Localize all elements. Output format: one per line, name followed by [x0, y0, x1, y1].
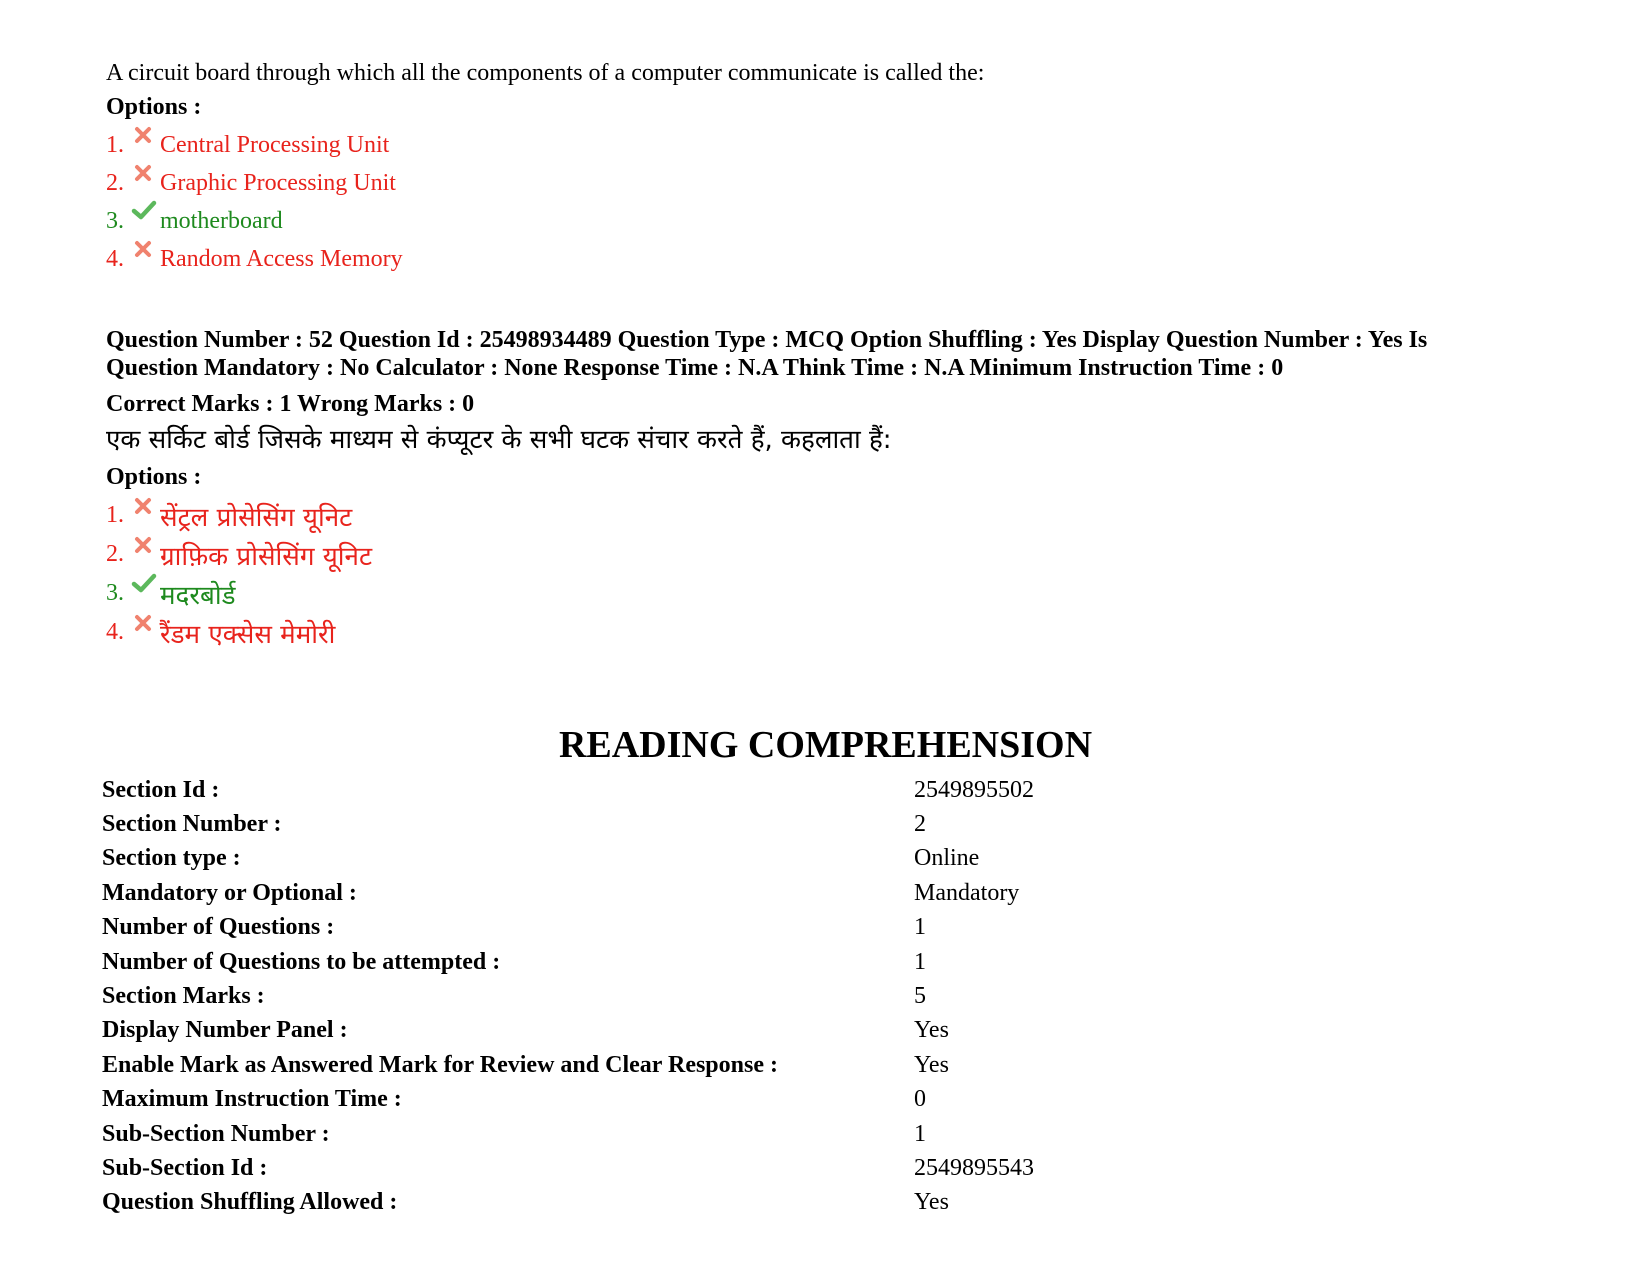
row-value: 2549895502	[914, 776, 1034, 803]
check-icon	[130, 580, 160, 608]
cross-icon	[130, 245, 160, 273]
question-text: A circuit board through which all the components of a computer communicate is called the:	[106, 60, 985, 86]
row-value: Yes	[914, 1017, 949, 1044]
table-row	[102, 842, 1542, 876]
option-item	[106, 240, 1546, 278]
option-item	[106, 164, 1546, 202]
option-text: ग्राफ़िक प्रोसेसिंग यूनिट	[160, 541, 373, 572]
hindi-options-heading	[106, 462, 1546, 492]
row-key: Maximum Instruction Time :	[102, 1086, 402, 1113]
options-label: Options :	[106, 94, 202, 120]
table-row	[102, 1083, 1542, 1117]
cross-icon	[130, 541, 160, 569]
cross-icon	[130, 502, 160, 530]
check-icon	[130, 207, 160, 235]
section-title: READING COMPREHENSION	[558, 724, 1093, 766]
option-text: Central Processing Unit	[160, 131, 390, 158]
section-details-table	[102, 773, 1542, 1220]
option-text: रैंडम एक्सेस मेमोरी	[160, 619, 336, 650]
table-row	[102, 979, 1542, 1013]
option-text: सेंट्रल प्रोसेसिंग यूनिट	[160, 502, 353, 533]
row-key: Enable Mark as Answered Mark for Review and Clear Response :	[102, 1051, 778, 1078]
row-value: 1	[914, 948, 926, 975]
row-key: Sub-Section Id :	[102, 1154, 268, 1181]
option-text: Random Access Memory	[160, 245, 403, 272]
table-row	[102, 945, 1542, 979]
option-number: 1.	[106, 502, 124, 528]
options-list	[106, 126, 1546, 278]
question-meta-line1: Question Number : 52 Question Id : 25498934489 Question Type : MCQ Option Shuffling : Yes Display Question Number : Yes Is	[106, 327, 1428, 353]
row-key: Section Number :	[102, 811, 282, 838]
row-key: Display Number Panel :	[102, 1017, 348, 1044]
row-value: 0	[914, 1086, 926, 1113]
options-label: Options :	[106, 464, 202, 490]
row-key: Question Shuffling Allowed :	[102, 1189, 398, 1216]
table-row	[102, 807, 1542, 841]
option-text: motherboard	[160, 207, 283, 234]
row-key: Number of Questions :	[102, 914, 335, 941]
option-number: 3.	[106, 580, 124, 606]
row-key: Section Id :	[102, 776, 220, 803]
cross-icon	[130, 169, 160, 197]
option-item	[106, 126, 1546, 164]
table-row	[102, 876, 1542, 910]
option-number: 2.	[106, 541, 124, 567]
row-key: Sub-Section Number :	[102, 1120, 330, 1147]
options-heading	[106, 92, 1546, 122]
option-number: 3.	[106, 207, 124, 234]
row-value: 1	[914, 1120, 926, 1147]
row-value: Mandatory	[914, 879, 1020, 906]
option-item	[106, 202, 1546, 240]
table-row	[102, 773, 1542, 807]
question-meta-line2: Question Mandatory : No Calculator : None Response Time : N.A Think Time : N.A Minimum Instruction Time : 0	[106, 355, 1284, 381]
row-value: Yes	[914, 1189, 949, 1216]
row-value: 2549895543	[914, 1154, 1034, 1181]
option-number: 2.	[106, 169, 124, 196]
option-number: 1.	[106, 131, 124, 158]
table-row	[102, 911, 1542, 945]
option-text: मदरबोर्ड	[160, 580, 236, 611]
table-row	[102, 1048, 1542, 1082]
row-value: 2	[914, 811, 926, 838]
option-item	[106, 535, 1546, 574]
hindi-options-list	[106, 496, 1546, 652]
table-row	[102, 1117, 1542, 1151]
option-item	[106, 574, 1546, 613]
cross-icon	[130, 619, 160, 647]
row-value: Yes	[914, 1051, 949, 1078]
marks-info: Correct Marks : 1 Wrong Marks : 0	[106, 391, 475, 417]
option-text: Graphic Processing Unit	[160, 169, 396, 196]
question-meta	[106, 326, 1546, 382]
row-key: Number of Questions to be attempted :	[102, 948, 501, 975]
table-row	[102, 1014, 1542, 1048]
option-number: 4.	[106, 245, 124, 272]
table-row	[102, 1186, 1542, 1220]
option-item	[106, 613, 1546, 652]
table-row	[102, 1151, 1542, 1185]
row-value: 5	[914, 983, 926, 1010]
row-value: 1	[914, 914, 926, 941]
row-key: Mandatory or Optional :	[102, 879, 357, 906]
row-key: Section type :	[102, 845, 241, 872]
row-key: Section Marks :	[102, 983, 265, 1010]
option-item	[106, 496, 1546, 535]
hindi-question-text: एक सर्किट बोर्ड जिसके माध्यम से कंप्यूटर के सभी घटक संचार करते हैं, कहलाता हैं:	[106, 425, 892, 455]
row-value: Online	[914, 845, 980, 872]
cross-icon	[130, 131, 160, 159]
option-number: 4.	[106, 619, 124, 645]
